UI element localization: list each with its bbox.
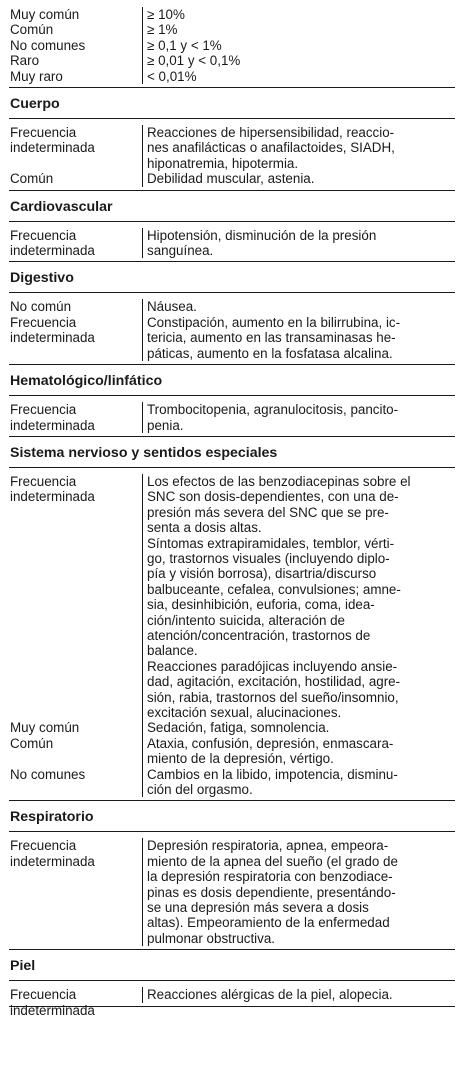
section-body	[9, 832, 455, 949]
frequency-column	[9, 402, 142, 433]
frequency-column	[9, 474, 142, 798]
effects-text: Hipotensión, disminución de la presión sanguínea.	[147, 227, 377, 259]
section-body	[9, 468, 455, 801]
effects-text: Constipación, aumento en la bilirrubina, ic- tericia, aumento en las transaminasas he- páticas, aumento en la fosfatasa alcalina.	[147, 314, 401, 361]
effects-column	[142, 987, 455, 1002]
frequency-label: No comunes	[10, 766, 86, 782]
frequency-label: Frecuencia indeterminada	[10, 838, 95, 869]
legend-label: Muy raro	[10, 68, 63, 84]
frequency-label: Frecuencia indeterminada	[10, 402, 95, 433]
frequency-legend	[9, 0, 455, 87]
frequency-label: Frecuencia indeterminada	[10, 125, 95, 156]
frequency-label: Frecuencia indeterminada	[10, 314, 95, 346]
legend-value: ≥ 0,01 y < 0,1%	[147, 53, 241, 69]
frequency-column	[9, 838, 142, 946]
effects-column	[142, 838, 455, 946]
section-title: Digestivo	[10, 270, 74, 287]
effects-text: Reacciones de hipersensibilidad, reaccio- nes anafilácticas o anafilactoides, SIADH, hiponatremia, hipotermia.	[147, 125, 395, 171]
legend-label: Raro	[10, 53, 40, 69]
frequency-label: Común	[10, 735, 54, 751]
section-title: Respiratorio	[10, 809, 94, 826]
section-title: Piel	[10, 958, 36, 975]
frequency-label: Común	[10, 171, 54, 187]
frequency-label: Frecuencia indeterminada	[10, 473, 95, 505]
frequency-column	[9, 228, 142, 259]
legend-value: ≥ 1%	[147, 22, 178, 38]
section-title: Hematológico/linfático	[10, 373, 163, 390]
effects-column	[142, 299, 455, 361]
effects-column	[142, 228, 455, 259]
effects-column	[142, 125, 455, 187]
effects-column	[142, 402, 455, 433]
legend-label: Muy común	[10, 7, 80, 22]
legend-value: < 0,01%	[147, 68, 197, 84]
legend-labels	[9, 7, 142, 84]
section-body	[9, 293, 455, 364]
frequency-column	[9, 987, 142, 1018]
section-title: Cardiovascular	[10, 198, 113, 215]
effects-text: Náusea.	[147, 299, 197, 315]
effects-column	[142, 474, 455, 798]
effects-text: Trombocitopenia, agranulocitosis, pancito- penia.	[147, 402, 399, 433]
frequency-label: Frecuencia indeterminada	[10, 227, 95, 259]
section-body	[9, 222, 455, 262]
frequency-label: No común	[10, 299, 72, 315]
legend-label: No comunes	[10, 37, 86, 53]
effects-text: Debilidad muscular, astenia.	[147, 171, 315, 187]
section-body	[9, 119, 455, 190]
effects-text: Sedación, fatiga, somnolencia.	[147, 720, 330, 736]
effects-text: Reacciones alérgicas de la piel, alopecia.	[147, 987, 393, 1003]
legend-label: Común	[10, 22, 54, 38]
sections-container	[9, 87, 455, 1018]
effects-text: Cambios en la libido, impotencia, disminu- ción del orgasmo.	[147, 766, 398, 798]
effects-text: Los efectos de las benzodiacepinas sobre el SNC son dosis-dependientes, con una de- presión más severa del SNC que se pre- senta a dosis altas. Síntomas extrapiramidales, temblor, vérti- go, trastornos visuales (incluyendo diplo- pía y visión borrosa), disartria/discurso balbuceante, cefalea, convulsiones; amne- sia, desinhibición, euforia, coma, idea- ción/intento suicida, alteración de atención/concentración, trastornos de balance. Reacciones paradójicas incluyendo ansie- dad, agitación, excitación, hostilidad, agre- sión, rabia, trastornos del sueño/insomnio, excitación sexual, alucinaciones.	[147, 473, 411, 720]
legend-value: ≥ 10%	[147, 7, 185, 22]
legend-value: ≥ 0,1 y < 1%	[147, 37, 222, 53]
section-title: Cuerpo	[10, 96, 60, 113]
legend-values	[142, 7, 455, 84]
section-body	[9, 981, 455, 1018]
effects-text: Ataxia, confusión, depresión, enmascara- miento de la depresión, vértigo.	[147, 735, 394, 767]
section-title: Sistema nervioso y sentidos especiales	[10, 444, 278, 461]
frequency-label: Muy común	[10, 720, 80, 736]
frequency-label: Frecuencia indeterminada	[10, 987, 95, 1018]
effects-text: Depresión respiratoria, apnea, empeora- miento de la apnea del sueño (el grado de la depresión respiratoria con benzodiace- pinas es dosis dependiente, presentándo- se una depresión más severa a dosis altas). Empeoramiento de la enfermedad pulmonar obstructiva.	[147, 838, 398, 946]
frequency-column	[9, 125, 142, 187]
frequency-column	[9, 299, 142, 361]
section-body	[9, 396, 455, 436]
